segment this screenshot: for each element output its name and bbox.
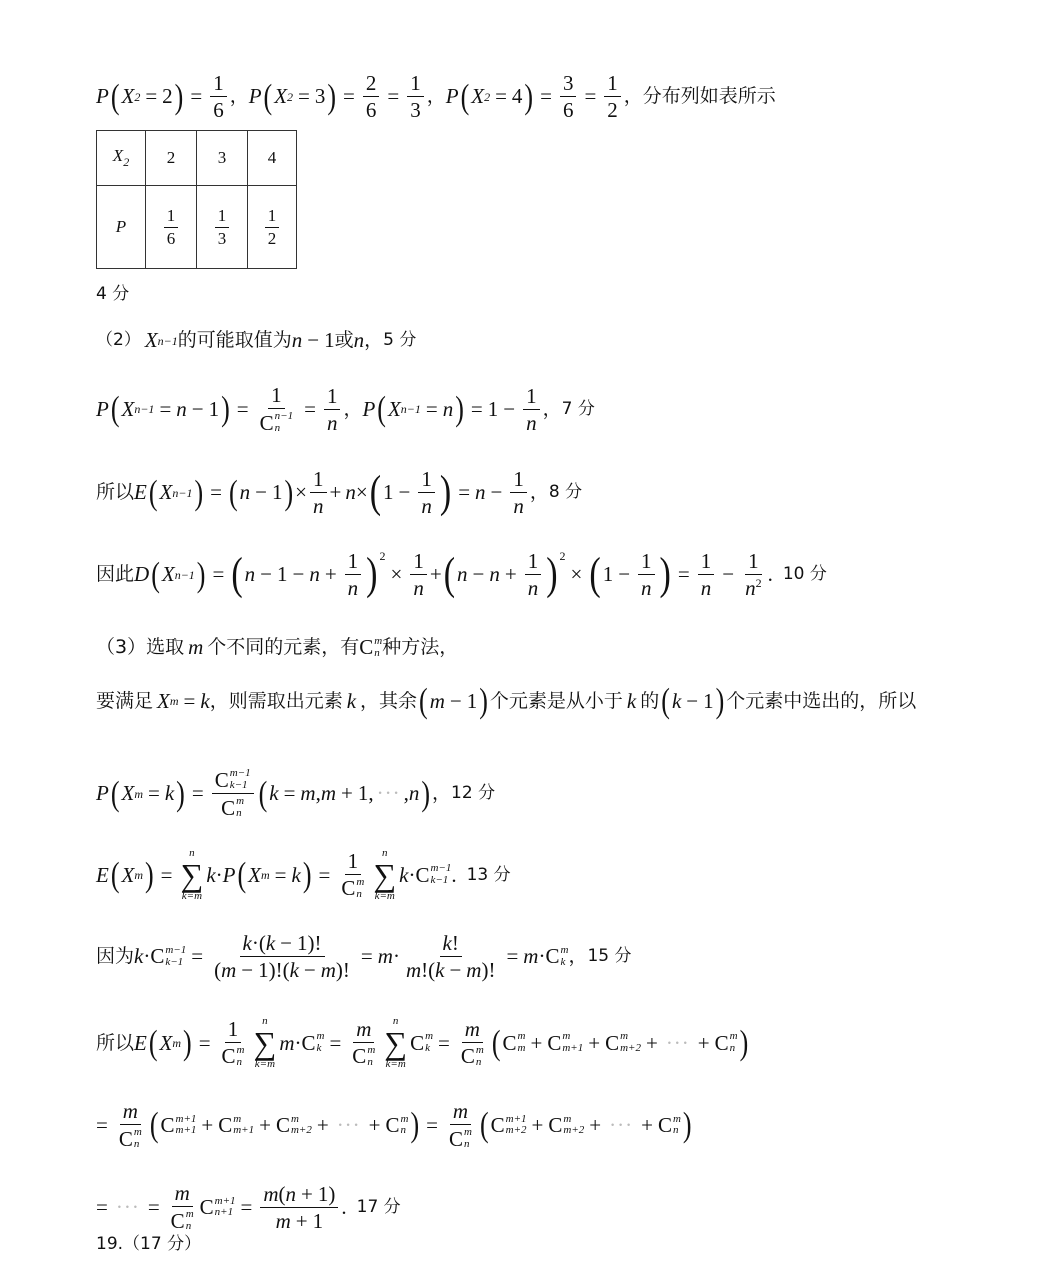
table-value-cell: 3 [197, 131, 248, 186]
line-hockey-stick-final: = ··· = m C m n C m+1 n+1 = $\frac{m(n + 1)}{m + 1}$ . 17 分 [96, 1181, 401, 1233]
line-part3: （3）选取 m 个不同的元素，有 C m n 种方法， [96, 635, 459, 660]
line-requirement: 要满足 X m = k ，则需取出元素 k ，其余 ( m − 1 ) 个元素是从小于 k 的 ( k − 1 ) 个元素中选出的，所以 [96, 680, 917, 720]
table-value-cell: 2 [146, 131, 197, 186]
table-value-cell: 4 [248, 131, 297, 186]
line-expectation-sum: 所以 E ( X m ) = 1 C m n n ∑ k=m m · C m k = m C m n n ∑ k=m C m k = m C m n ( C m m + C m m+1 + C m m+2 + ··· + C m n ) [96, 1015, 749, 1070]
line-hockey-stick-1: = m C m n ( C m+1 m+1 + C m m+1 + C m m+2 + ··· + C m n ) = m C m n ( C m+1 m+2 + C m m+2 + ··· + C m n ) [96, 1099, 692, 1151]
table-prob-cell: $\frac{1}{3}$ [197, 186, 248, 269]
score-4: 4 分 [96, 284, 130, 304]
line-variance-xn1: 因此 D ( X n−1 ) = ( n − 1 − n + $\frac{1}{n}$ ) $^2$ × $\frac{1}{n}$ + ( n − n + $\frac{1}{n}$ ) $^2$ × ( 1 − $\frac{1}{n}$ ) = $\frac{1}{n}$ − $\frac{1}{n^2}$ . 10 分 [96, 548, 827, 601]
table-header-var: $X_2$ [97, 131, 146, 186]
distribution-table [96, 130, 297, 269]
table-prob-cell: $\frac{1}{2}$ [248, 186, 297, 269]
line-prob-x2: P ( X 2 = 2 ) = $\frac{1}{6}$ ， P ( X 2 = 3 ) = $\frac{2}{6}$ = $\frac{1}{3}$ ， P ( X 2 = 4 ) = $\frac{3}{6}$ = $\frac{1}{2}$ ，分布列如表所示 [96, 71, 776, 123]
question-19-heading: 19.（17 分） [96, 1234, 202, 1254]
table-prob-label: P [97, 186, 146, 269]
line-identity: 因为 k · C m−1 k−1 = $\frac{k\cdot(k - 1)!}{(m - 1)!(k - m)!}$ = m · $\frac{k!}{m!(k - m)!}$ = m · C m k ， 15 分 [96, 931, 632, 983]
line-expectation-xm: E ( X m ) = n ∑ k=m k · P ( X m = k ) = 1 C m n n ∑ k=m k · C m−1 k−1 . 13 分 [96, 847, 511, 902]
line1-tail: ，分布列如表所示 [623, 85, 776, 108]
line-prob-xm: P ( X m = k ) = C m−1 k−1 C m n ( k = m , m + 1, ··· , n ) ， 12 分 [96, 767, 496, 820]
line-prob-xn1: P ( X n−1 = n − 1 ) = 1 C n−1 n = $\frac{1}{n}$ ， P ( X n−1 = n ) = 1 − $\frac{1}{n}$ ， 7 分 [96, 383, 595, 435]
line-part2: （2） X n−1 的可能取值为 n − 1 或 n ， 5 分 [96, 328, 417, 352]
line-expectation-xn1: 所以 E ( X n−1 ) = ( n − 1 ) × $\frac{1}{n}$ + n × ( 1 − $\frac{1}{n}$ ) = n − $\frac{1}{n}$ ， 8 分 [96, 466, 583, 519]
table-prob-cell: $\frac{1}{6}$ [146, 186, 197, 269]
